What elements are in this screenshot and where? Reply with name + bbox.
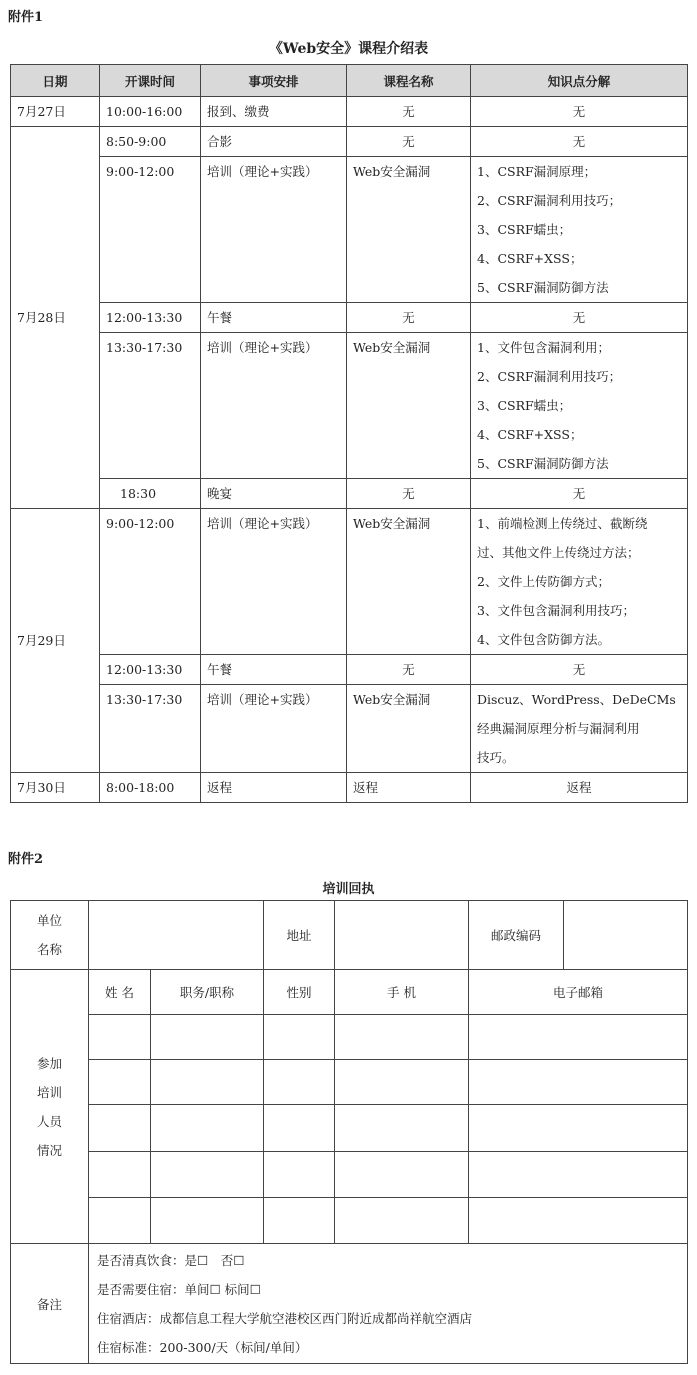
course-cell: 无 (347, 479, 471, 509)
date-cell: 7月27日 (11, 97, 100, 127)
participants-label-line: 参加 (36, 1055, 62, 1071)
phone-field[interactable] (335, 1152, 469, 1198)
date-cell: 7月29日 (11, 509, 100, 773)
unit-label (11, 901, 89, 970)
knowledge-cell: 返程 (471, 773, 688, 803)
title-field[interactable] (151, 1060, 264, 1105)
course-cell: Web安全漏洞 (347, 333, 471, 479)
time-cell: 8:00-18:00 (100, 773, 201, 803)
gender-field[interactable] (264, 1152, 335, 1198)
table-row (11, 97, 688, 127)
knowledge-line: 5、CSRF漏洞防御方法 (477, 280, 609, 295)
knowledge-line: 1、CSRF漏洞原理； (477, 164, 597, 179)
email-field[interactable] (469, 1015, 688, 1060)
time-cell: 12:00-13:30 (100, 303, 201, 333)
knowledge-line: 技巧。 (477, 750, 515, 765)
item-cell: 午餐 (201, 303, 347, 333)
knowledge-line: 5、CSRF漏洞防御方法 (477, 456, 609, 471)
header-course: 课程名称 (347, 65, 471, 97)
knowledge-line: 2、CSRF漏洞利用技巧； (477, 193, 622, 208)
knowledge-line: 4、CSRF+XSS； (477, 251, 583, 266)
table-row (11, 1060, 688, 1105)
knowledge-line: 经典漏洞原理分析与漏洞利用 (477, 721, 640, 736)
address-label: 地址 (264, 901, 335, 970)
name-field[interactable] (89, 1152, 151, 1198)
name-field[interactable] (89, 1198, 151, 1244)
course-cell: 无 (347, 303, 471, 333)
course-cell: 无 (347, 97, 471, 127)
item-cell: 午餐 (201, 655, 347, 685)
item-cell: 培训（理论+实践） (201, 509, 347, 655)
table-row (11, 1105, 688, 1152)
knowledge-line: 3、CSRF蠕虫； (477, 222, 572, 237)
course-cell: Web安全漏洞 (347, 685, 471, 773)
item-cell: 培训（理论+实践） (201, 157, 347, 303)
table-row (11, 685, 688, 773)
time-cell: 9:00-12:00 (100, 157, 201, 303)
item-cell: 报到、缴费 (201, 97, 347, 127)
time-cell: 10:00-16:00 (100, 97, 201, 127)
title-field[interactable] (151, 1105, 264, 1152)
title-field[interactable] (151, 1015, 264, 1060)
phone-field[interactable] (335, 1105, 469, 1152)
table-row (11, 655, 688, 685)
knowledge-line: 3、CSRF蠕虫； (477, 398, 572, 413)
remarks-label: 备注 (11, 1244, 89, 1364)
knowledge-cell (471, 685, 688, 773)
table-row (11, 1152, 688, 1198)
receipt-table (10, 900, 688, 1364)
item-cell: 培训（理论+实践） (201, 685, 347, 773)
table-row (11, 157, 688, 303)
knowledge-line: Discuz、WordPress、DeDeCMs (477, 692, 676, 707)
knowledge-line: 4、文件包含防御方法。 (477, 632, 610, 647)
item-cell: 培训（理论+实践） (201, 333, 347, 479)
postcode-field[interactable] (564, 901, 688, 970)
email-field[interactable] (469, 1105, 688, 1152)
item-cell: 合影 (201, 127, 347, 157)
participants-label-line: 人员 (36, 1113, 62, 1129)
table-row (11, 1015, 688, 1060)
unit-label-line: 单位 (36, 913, 62, 928)
hotel-info: 住宿酒店：成都信息工程大学航空港校区西门附近成都尚祥航空酒店 (97, 1311, 473, 1326)
table-row (11, 773, 688, 803)
remarks-row (11, 1244, 688, 1364)
title-field[interactable] (151, 1152, 264, 1198)
phone-field[interactable] (335, 1060, 469, 1105)
knowledge-cell: 无 (471, 303, 688, 333)
course-header-row (11, 65, 688, 97)
knowledge-line: 4、CSRF+XSS； (477, 427, 583, 442)
time-cell: 13:30-17:30 (100, 333, 201, 479)
receipt-title: 培训回执 (322, 882, 375, 897)
unit-label-line: 名称 (36, 942, 62, 957)
postcode-label: 邮政编码 (469, 901, 564, 970)
course-cell: Web安全漏洞 (347, 157, 471, 303)
knowledge-cell (471, 509, 688, 655)
course-table (10, 64, 688, 803)
item-cell: 晚宴 (201, 479, 347, 509)
participants-label (11, 970, 89, 1244)
knowledge-cell (471, 157, 688, 303)
knowledge-cell: 无 (471, 479, 688, 509)
unit-row (11, 901, 688, 970)
col-email: 电子邮箱 (469, 970, 688, 1015)
col-phone: 手 机 (335, 970, 469, 1015)
table-row (11, 479, 688, 509)
date-cell: 7月28日 (11, 127, 100, 509)
header-item: 事项安排 (201, 65, 347, 97)
col-gender: 性别 (264, 970, 335, 1015)
attachment1-label: 附件1 (8, 10, 44, 25)
header-date: 日期 (11, 65, 100, 97)
time-cell: 12:00-13:30 (100, 655, 201, 685)
participants-label-line: 情况 (36, 1142, 62, 1158)
course-cell: 无 (347, 127, 471, 157)
halal-question[interactable]: 是否清真饮食：是☐ 否☐ (97, 1253, 245, 1268)
table-row (11, 1198, 688, 1244)
header-time: 开课时间 (100, 65, 201, 97)
knowledge-line: 1、前端检测上传绕过、截断绕 (477, 516, 648, 531)
time-cell: 8:50-9:00 (100, 127, 201, 157)
email-field[interactable] (469, 1060, 688, 1105)
date-cell: 7月30日 (11, 773, 100, 803)
address-field[interactable] (335, 901, 469, 970)
col-name: 姓 名 (89, 970, 151, 1015)
course-cell: 返程 (347, 773, 471, 803)
knowledge-line: 2、文件上传防御方式； (477, 574, 610, 589)
participant-header-row (11, 970, 688, 1015)
email-field[interactable] (469, 1152, 688, 1198)
gender-field[interactable] (264, 1060, 335, 1105)
time-cell: 13:30-17:30 (100, 685, 201, 773)
participants-label-line: 培训 (36, 1084, 62, 1100)
lodging-rate: 住宿标准：200-300/天（标间/单间） (97, 1340, 308, 1355)
lodging-question[interactable]: 是否需要住宿：单间☐ 标间☐ (97, 1282, 261, 1297)
table-row (11, 333, 688, 479)
knowledge-cell: 无 (471, 97, 688, 127)
table-row (11, 127, 688, 157)
name-field[interactable] (89, 1060, 151, 1105)
gender-field[interactable] (264, 1105, 335, 1152)
knowledge-line: 过、其他文件上传绕过方法； (477, 545, 640, 560)
table-row (11, 509, 688, 655)
unit-name-field[interactable] (89, 901, 264, 970)
time-cell: 9:00-12:00 (100, 509, 201, 655)
name-field[interactable] (89, 1105, 151, 1152)
gender-field[interactable] (264, 1198, 335, 1244)
knowledge-line: 3、文件包含漏洞利用技巧； (477, 603, 635, 618)
knowledge-cell: 无 (471, 655, 688, 685)
gender-field[interactable] (264, 1015, 335, 1060)
phone-field[interactable] (335, 1198, 469, 1244)
course-cell: 无 (347, 655, 471, 685)
remarks-cell (89, 1244, 688, 1364)
knowledge-cell (471, 333, 688, 479)
course-table-title: 《Web安全》课程介绍表 (268, 41, 429, 57)
col-title: 职务/职称 (151, 970, 264, 1015)
course-cell: Web安全漏洞 (347, 509, 471, 655)
item-cell: 返程 (201, 773, 347, 803)
title-field[interactable] (151, 1198, 264, 1244)
attachment2-label: 附件2 (8, 852, 44, 867)
name-field[interactable] (89, 1015, 151, 1060)
email-field[interactable] (469, 1198, 688, 1244)
table-row (11, 303, 688, 333)
knowledge-line: 1、文件包含漏洞利用； (477, 340, 610, 355)
time-cell: 18:30 (100, 479, 201, 509)
knowledge-line: 2、CSRF漏洞利用技巧； (477, 369, 622, 384)
knowledge-cell: 无 (471, 127, 688, 157)
header-knowledge: 知识点分解 (471, 65, 688, 97)
phone-field[interactable] (335, 1015, 469, 1060)
